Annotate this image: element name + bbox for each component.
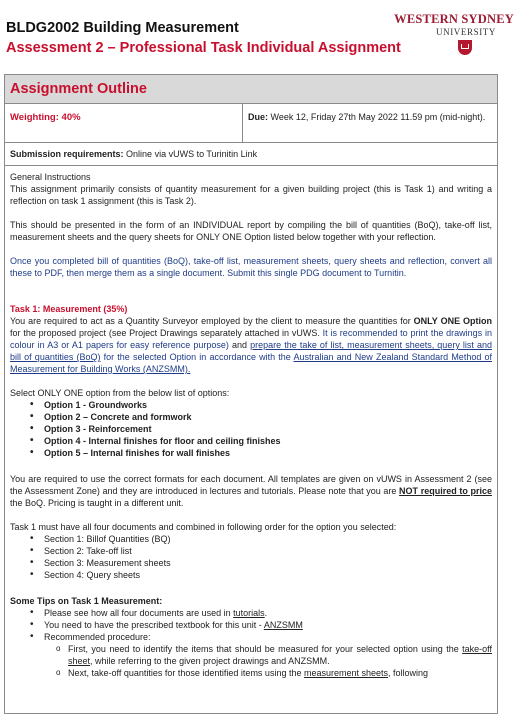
university-logo xyxy=(396,12,514,62)
task1-text-b: ONLY ONE Option xyxy=(413,316,492,326)
list-item: • Section 1: Billof Quantities (BQ) xyxy=(10,533,492,545)
document-body xyxy=(10,171,492,679)
weighting: Weighting: 40% xyxy=(10,112,81,123)
step1-text-b: take-off sheet xyxy=(68,644,492,666)
submission-requirements xyxy=(10,149,257,159)
task1-heading: Task 1: Measurement (35%) xyxy=(10,304,128,314)
select-instruction: Select ONLY ONE option from the below list of options: xyxy=(10,388,230,398)
list-item: • Recommended procedure: xyxy=(10,631,492,643)
task1-paragraph xyxy=(10,315,492,375)
due-value: Week 12, Friday 27th May 2022 11.59 pm (mid-night). xyxy=(270,112,486,122)
list-item: • Option 3 - Reinforcement xyxy=(10,423,492,435)
crest-icon xyxy=(458,40,472,55)
list-item xyxy=(10,619,492,631)
list-item: • Option 5 – Internal finishes for wall finishes xyxy=(10,447,492,459)
step1-text-c: , while referring to the given project drawings and ANZSMM. xyxy=(90,656,330,666)
general-paragraph-1: This assignment primarily consists of quantity measurement for a given building project (this is Task 1) and writing a reflection on task 1 assignment (this is Task 2). xyxy=(10,184,492,206)
step1-text-a: First, you need to identify the items that should be measured for your selected option using the xyxy=(68,644,463,654)
task1-text-h: Australian and New Zealand Standard Method of Measurement for Building Works (ANZSMM). xyxy=(10,352,492,374)
submission-label: Submission requirements: xyxy=(10,149,124,159)
procedure-list xyxy=(10,643,492,679)
list-item: • Section 4: Query sheets xyxy=(10,569,492,581)
due-date xyxy=(248,111,488,123)
formats-text-c: the BoQ. Pricing is taught in a different unit. xyxy=(10,498,184,508)
tip2-text-a: You need to have the prescribed textbook for this unit - xyxy=(44,620,264,630)
step2-text-b: measurement sheets xyxy=(303,668,389,678)
list-item xyxy=(10,607,492,619)
tip1-text-c: . xyxy=(264,608,268,618)
order-instruction: Task 1 must have all four documents and combined in following order for the option you selected: xyxy=(10,522,397,532)
submission-row xyxy=(5,143,497,166)
task1-text-c: for the proposed project (see Project Drawings separately attached in vUWS. xyxy=(10,328,323,338)
tip1-text-a: Please see how all four documents are used in xyxy=(44,608,234,618)
general-paragraph-2: This should be presented in the form of an INDIVIDUAL report by compiling the bill of quantities (BoQ), take-off list, measurement sheets and the query sheets for ONLY ONE Option listed below together with your reflection. xyxy=(10,220,492,242)
formats-text-b: NOT required to price xyxy=(399,486,492,496)
outline-title-bar xyxy=(5,75,497,104)
step2-text-a: Next, take-off quantities for those identified items using the xyxy=(68,668,304,678)
task1-text-d: It is recommended to print the drawings in colour in A3 or A1 papers for easy reference purpose) xyxy=(10,328,492,350)
tip1-text-b: tutorials xyxy=(233,608,265,618)
cell-divider xyxy=(242,104,243,142)
section-list xyxy=(10,533,492,581)
list-item: • Option 4 - Internal finishes for floor and ceiling finishes xyxy=(10,435,492,447)
list-item: • Option 1 - Groundworks xyxy=(10,399,492,411)
task1-text-g: for the selected Option in accordance with the xyxy=(100,352,294,362)
course-title: BLDG2002 Building Measurement xyxy=(6,20,239,36)
tip2-text-b: ANZSMM xyxy=(263,620,303,630)
list-item: • Section 3: Measurement sheets xyxy=(10,557,492,569)
general-paragraph-3: Once you completed bill of quantities (BoQ), take-off list, measurement sheets, query sheets and reflection, convert all these to PDF, then merge them as a single document. Submit this single PDG document to Turnitin. xyxy=(10,256,492,278)
tips-list xyxy=(10,607,492,643)
submission-value: Online via vUWS to Turinitin Link xyxy=(126,149,258,159)
list-item xyxy=(10,667,492,679)
list-item: • Option 2 – Concrete and formwork xyxy=(10,411,492,423)
due-label: Due: xyxy=(248,112,268,122)
formats-paragraph xyxy=(10,473,492,509)
tips-heading: Some Tips on Task 1 Measurement: xyxy=(10,596,163,606)
logo-line-1: WESTERN SYDNEY xyxy=(394,12,514,26)
assessment-title: Assessment 2 – Professional Task Individual Assignment xyxy=(6,40,401,56)
task1-text-a: You are required to act as a Quantity Surveyor employed by the client to measure the quantities for xyxy=(10,316,414,326)
document-header xyxy=(0,0,514,70)
list-item xyxy=(10,643,492,667)
logo-line-2: UNIVERSITY xyxy=(436,27,496,37)
weighting-due-row xyxy=(5,104,497,143)
outline-title: Assignment Outline xyxy=(10,81,147,97)
step2-text-c: , following xyxy=(388,668,429,678)
task1-text-f: prepare the take of list, measurement sheets, query list and bill of quantities (BoQ) xyxy=(10,340,493,362)
option-list xyxy=(10,399,492,459)
list-item: • Section 2: Take-off list xyxy=(10,545,492,557)
task1-text-e: and xyxy=(228,340,251,350)
formats-text-a: You are required to use the correct formats for each document. All templates are given on vUWS in Assessment 2 (see the Assessment Zone) and they are introduced in lectures and tutorials. Please note that you are xyxy=(10,474,492,496)
general-heading: General Instructions xyxy=(10,172,91,182)
